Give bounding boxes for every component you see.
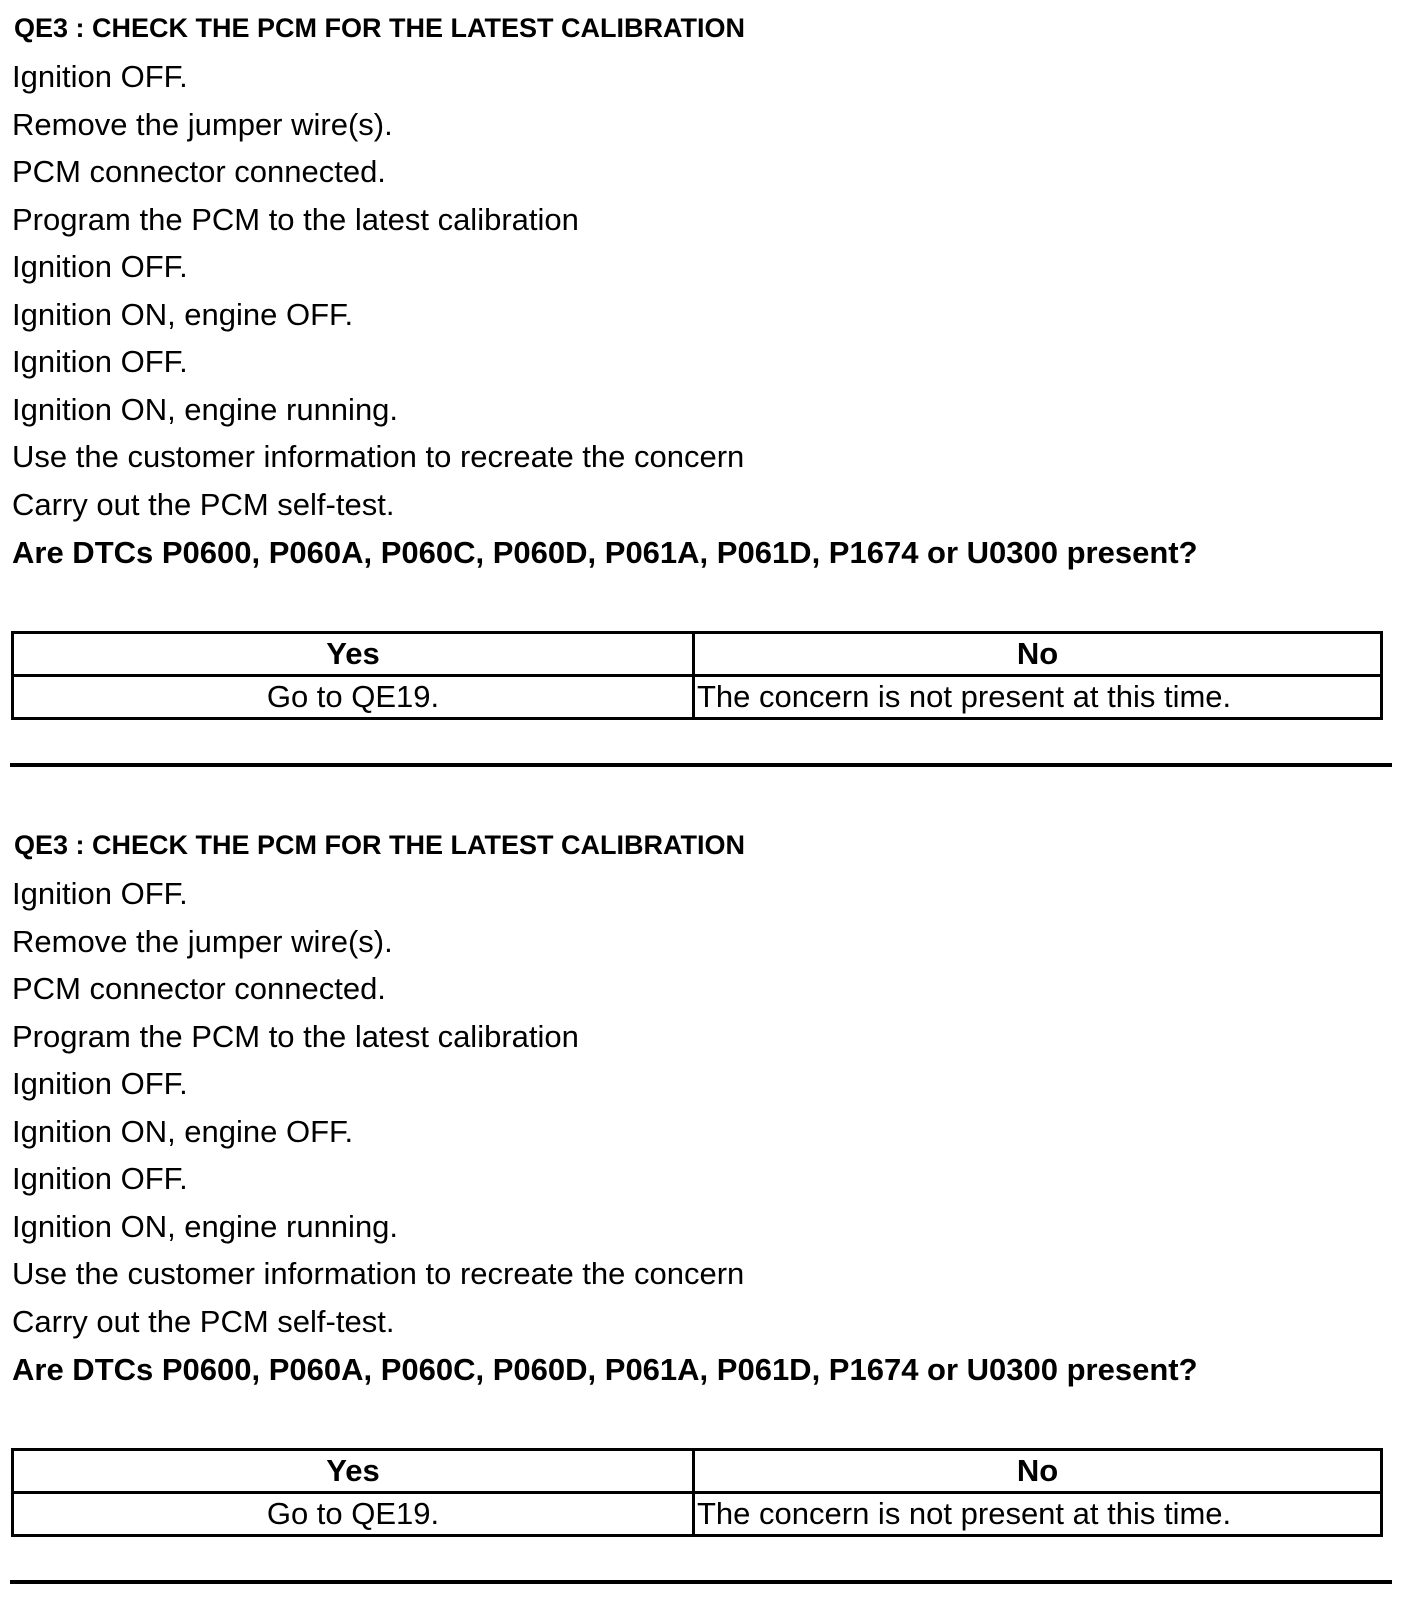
step-item: Ignition OFF.: [12, 249, 188, 284]
no-action: The concern is not present at this time.: [694, 676, 1382, 719]
step-item: Ignition ON, engine OFF.: [12, 1113, 354, 1149]
step-item: Ignition OFF.: [12, 1161, 188, 1196]
table-header-row: [13, 1450, 1382, 1493]
section-divider: [10, 1580, 1392, 1584]
answer-table: [11, 1448, 1383, 1537]
step-item: Ignition OFF.: [12, 59, 188, 94]
step-item: PCM connector connected.: [12, 154, 386, 189]
test-step-section: [0, 817, 1408, 1597]
no-header: No: [694, 633, 1382, 676]
table-header-row: [13, 633, 1382, 676]
test-step-section: [0, 0, 1408, 780]
yes-header: Yes: [13, 633, 694, 676]
table-row: [13, 676, 1382, 719]
step-item: Ignition ON, engine running.: [12, 391, 399, 427]
step-item: Ignition OFF.: [12, 1066, 188, 1101]
section-title: QE3 : CHECK THE PCM FOR THE LATEST CALIBRATION: [14, 13, 745, 43]
no-action: The concern is not present at this time.: [694, 1493, 1382, 1536]
section-divider: [10, 763, 1392, 767]
table-row: [13, 1493, 1382, 1536]
step-list: [12, 874, 744, 1349]
dtc-question: Are DTCs P0600, P060A, P060C, P060D, P061A, P061D, P1674 or U0300 present?: [12, 1352, 1198, 1387]
step-item: Remove the jumper wire(s).: [12, 106, 393, 142]
step-item: Remove the jumper wire(s).: [12, 923, 393, 959]
step-item: Carry out the PCM self-test.: [12, 486, 395, 522]
yes-action: Go to QE19.: [13, 1493, 694, 1536]
step-item: Ignition ON, engine running.: [12, 1208, 399, 1244]
no-header: No: [694, 1450, 1382, 1493]
step-item: Ignition OFF.: [12, 876, 188, 911]
step-list: [12, 57, 744, 532]
section-title: QE3 : CHECK THE PCM FOR THE LATEST CALIBRATION: [14, 830, 745, 860]
step-item: Use the customer information to recreate the concern: [12, 1256, 745, 1291]
answer-table: [11, 631, 1383, 720]
step-item: Carry out the PCM self-test.: [12, 1303, 395, 1339]
step-item: Program the PCM to the latest calibration: [12, 201, 579, 237]
yes-action: Go to QE19.: [13, 676, 694, 719]
step-item: Program the PCM to the latest calibration: [12, 1018, 579, 1054]
step-item: Ignition OFF.: [12, 344, 188, 379]
step-item: Use the customer information to recreate the concern: [12, 439, 745, 474]
yes-header: Yes: [13, 1450, 694, 1493]
dtc-question: Are DTCs P0600, P060A, P060C, P060D, P061A, P061D, P1674 or U0300 present?: [12, 535, 1198, 570]
step-item: PCM connector connected.: [12, 971, 386, 1006]
step-item: Ignition ON, engine OFF.: [12, 296, 354, 332]
